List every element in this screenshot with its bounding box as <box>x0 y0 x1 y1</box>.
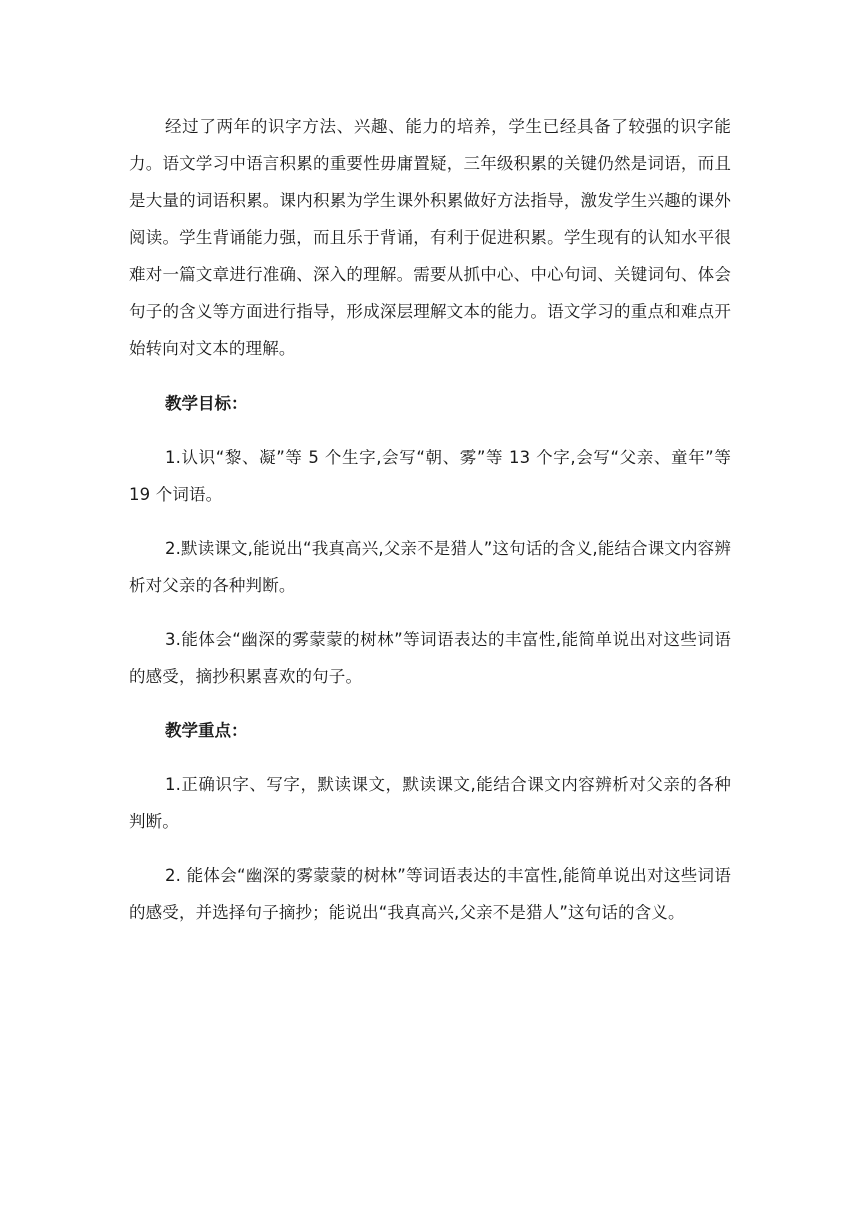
document-body <box>129 108 731 948</box>
key-points-heading: 教学重点： <box>165 721 248 740</box>
goals-heading: 教学目标： <box>165 394 248 413</box>
key-point-item-2: 2. 能体会“幽深的雾蒙蒙的树林”等词语表达的丰富性,能简单说出对这些词语的感受，并选择句子摘抄；能说出“我真高兴,父亲不是猎人”这句话的含义。 <box>129 866 731 922</box>
goal-item-1: 1.认识“黎、凝”等 5 个生字,会写“朝、雾”等 13 个字,会写“父亲、童年”等 19 个词语。 <box>129 448 731 504</box>
goal-item-3: 3.能体会“幽深的雾蒙蒙的树林”等词语表达的丰富性,能简单说出对这些词语的感受，摘抄积累喜欢的句子。 <box>129 630 731 686</box>
intro-paragraph: 经过了两年的识字方法、兴趣、能力的培养，学生已经具备了较强的识字能力。语文学习中语言积累的重要性毋庸置疑，三年级积累的关键仍然是词语，而且是大量的词语积累。课内积累为学生课外积累做好方法指导，激发学生兴趣的课外阅读。学生背诵能力强，而且乐于背诵，有利于促进积累。学生现有的认知水平很难对一篇文章进行准确、深入的理解。需要从抓中心、中心句词、关键词句、体会句子的含义等方面进行指导，形成深层理解文本的能力。语文学习的重点和难点开始转向对文本的理解。 <box>129 117 731 358</box>
goal-item-2: 2.默读课文,能说出“我真高兴,父亲不是猎人”这句话的含义,能结合课文内容辨析对父亲的各种判断。 <box>129 539 731 595</box>
key-point-item-1: 1.正确识字、写字，默读课文，默读课文,能结合课文内容辨析对父亲的各种判断。 <box>129 775 731 831</box>
